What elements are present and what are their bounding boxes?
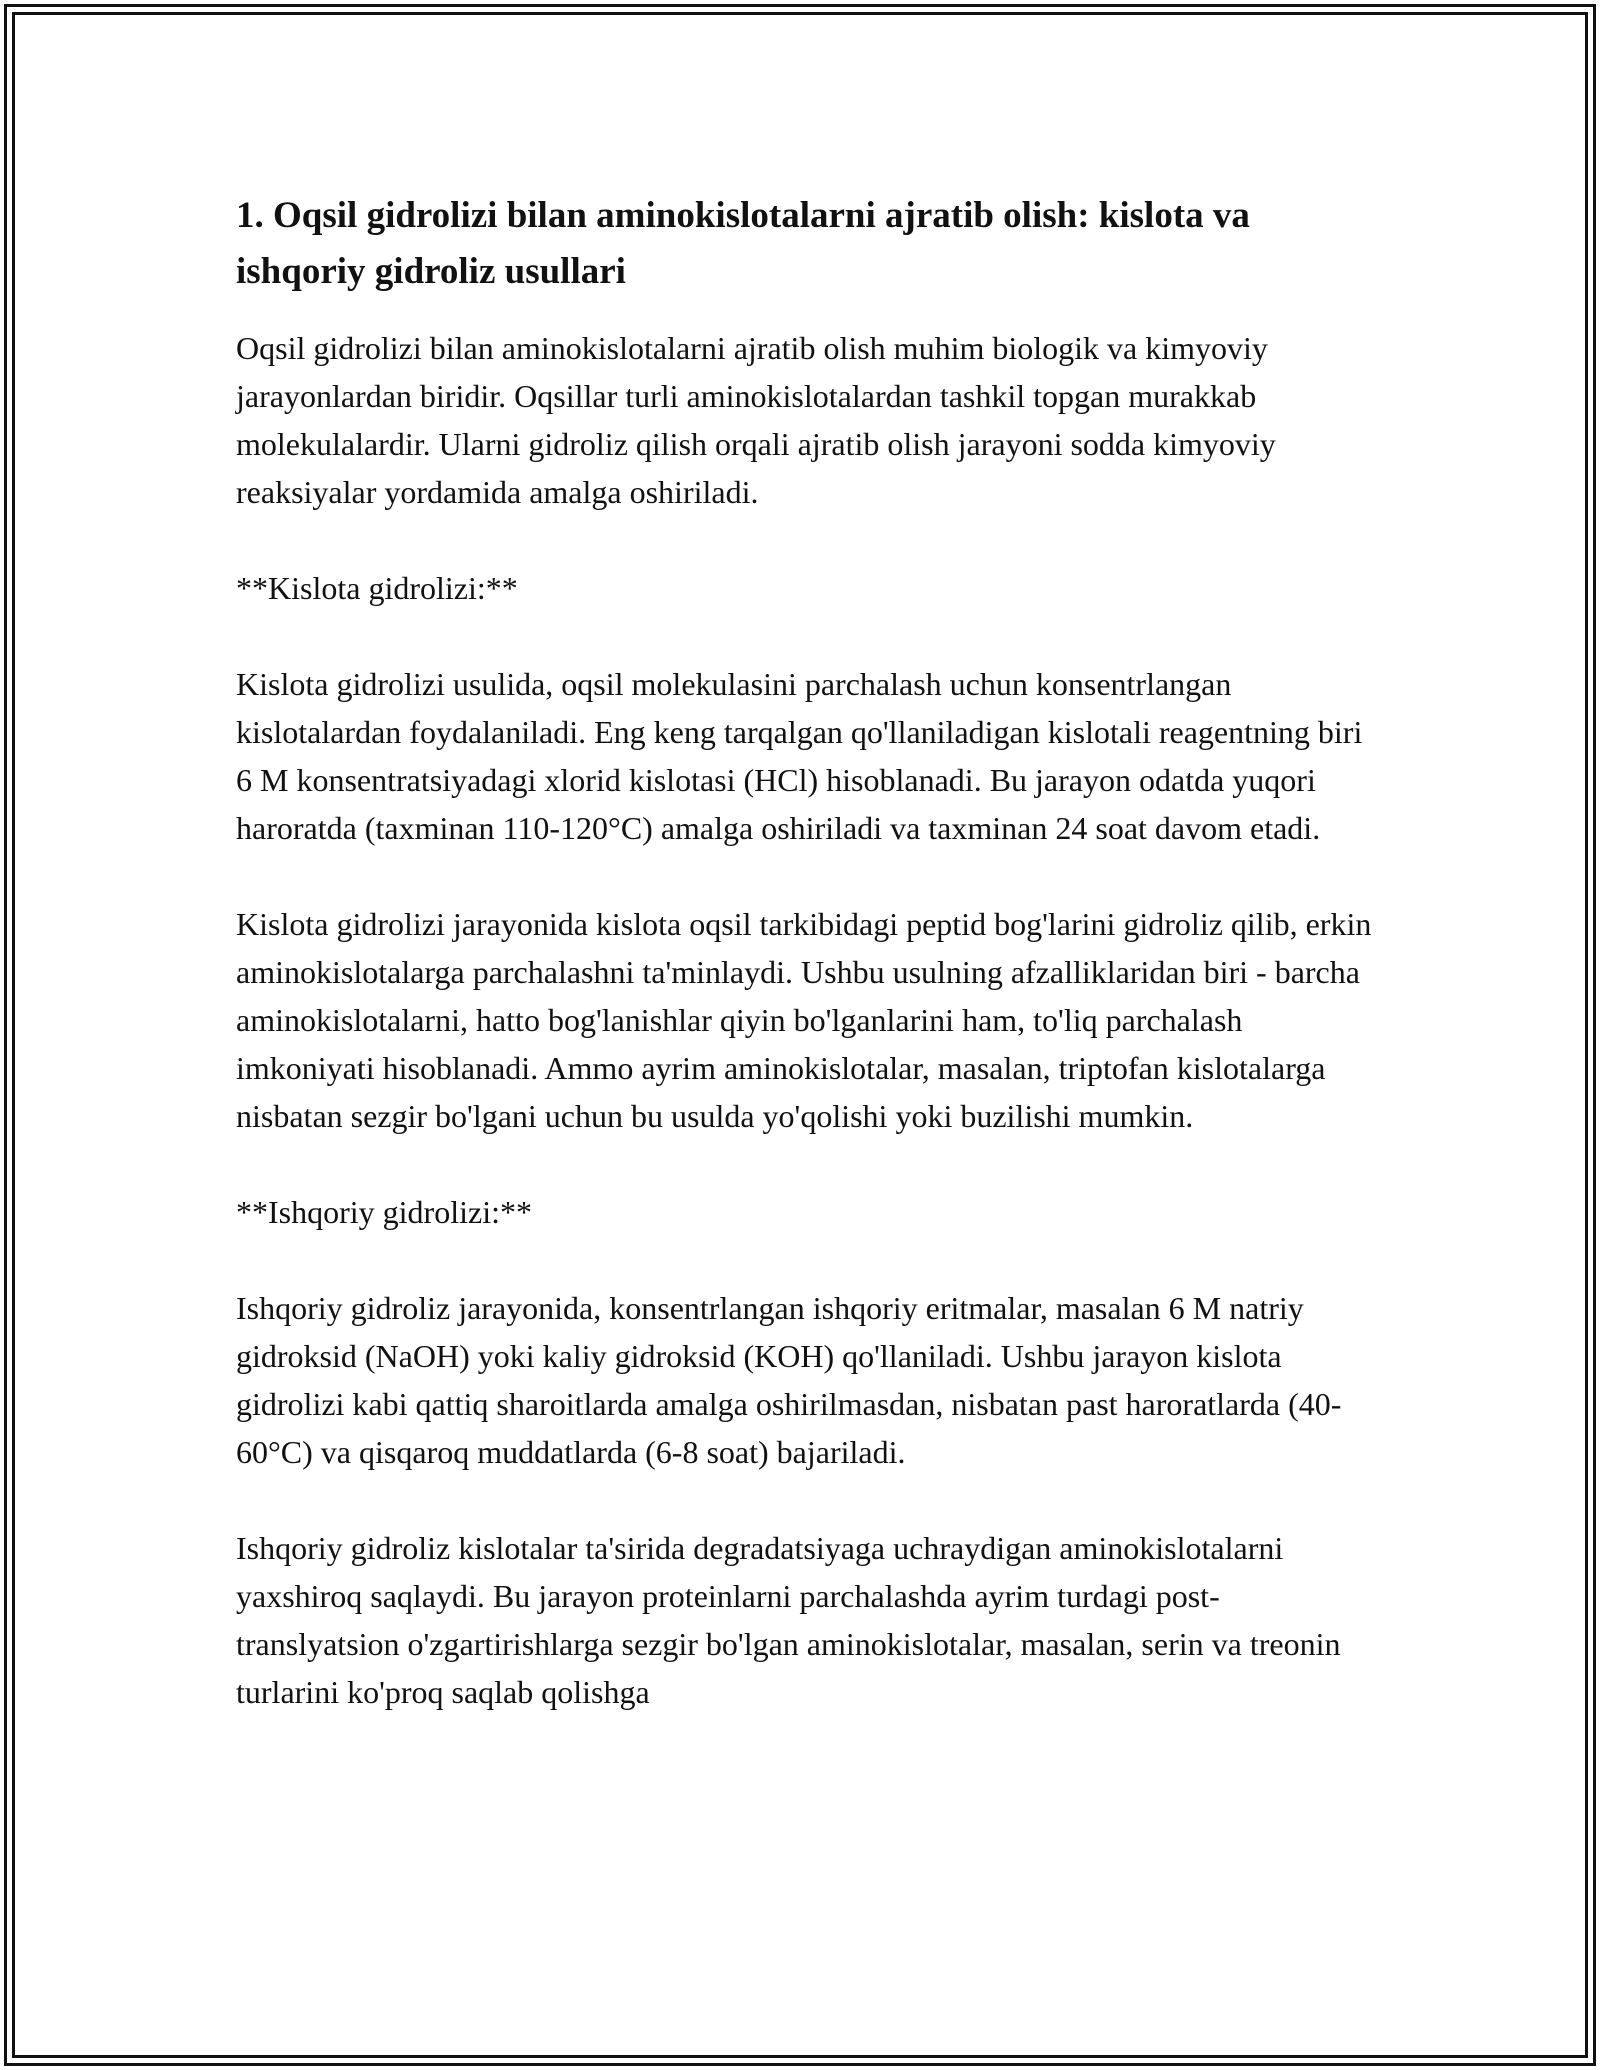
- document-body: [236, 188, 1376, 1764]
- paragraph-alkaline-method: Ishqoriy gidroliz jarayonida, konsentrlangan ishqoriy eritmalar, masalan 6 M natriy gidroksid (NaOH) yoki kaliy gidroksid (KOH) qo'llaniladi. Ushbu jarayon kislota gidrolizi kabi qattiq sharoitlarda amalga oshirilmasdan, nisbatan past haroratlarda (40-60°C) va qisqaroq muddatlarda (6-8 soat) bajariladi.: [236, 1290, 1342, 1470]
- paragraph-acid-method: Kislota gidrolizi usulida, oqsil molekulasini parchalash uchun konsentrlangan kislotalardan foydalaniladi. Eng keng tarqalgan qo'llaniladigan kislotali reagentning biri 6 M konsentratsiyadagi xlorid kislotasi (HCl) hisoblanadi. Bu jarayon odatda yuqori haroratda (taxminan 110-120°C) amalga oshiriladi va taxminan 24 soat davom etadi.: [236, 666, 1363, 846]
- paragraph-acid-details: Kislota gidrolizi jarayonida kislota oqsil tarkibidagi peptid bog'larini gidroliz qilib, erkin aminokislotalarga parchalashni ta'minlaydi. Ushbu usulning afzalliklaridan biri - barcha aminokislotalarni, hatto bog'lanishlar qiyin bo'lganlarini ham, to'liq parchalash imkoniyati hisoblanadi. Ammo ayrim aminokislotalar, masalan, triptofan kislotalarga nisbatan sezgir bo'lgani uchun bu usulda yo'qolishi yoki buzilishi mumkin.: [236, 906, 1372, 1134]
- section-heading: 1. Oqsil gidrolizi bilan aminokislotalarni ajratib olish: kislota va ishqoriy gidroliz usullari: [236, 195, 1250, 292]
- subheading-alkaline-hydrolysis: **Ishqoriy gidrolizi:**: [236, 1194, 532, 1230]
- paragraph-alkaline-details: Ishqoriy gidroliz kislotalar ta'sirida degradatsiyaga uchraydigan aminokislotalarni yaxshiroq saqlaydi. Bu jarayon proteinlarni parchalashda ayrim turdagi post-translyatsion o'zgartirishlarga sezgir bo'lgan aminokislotalar, masalan, serin va treonin turlarini ko'proq saqlab qolishga: [236, 1530, 1341, 1710]
- subheading-acid-hydrolysis: **Kislota gidrolizi:**: [236, 570, 518, 606]
- paragraph-intro: Oqsil gidrolizi bilan aminokislotalarni ajratib olish muhim biologik va kimyoviy jarayonlardan biridir. Oqsillar turli aminokislotalardan tashkil topgan murakkab molekulalardir. Ularni gidroliz qilish orqali ajratib olish jarayoni sodda kimyoviy reaksiyalar yordamida amalga oshiriladi.: [236, 330, 1276, 510]
